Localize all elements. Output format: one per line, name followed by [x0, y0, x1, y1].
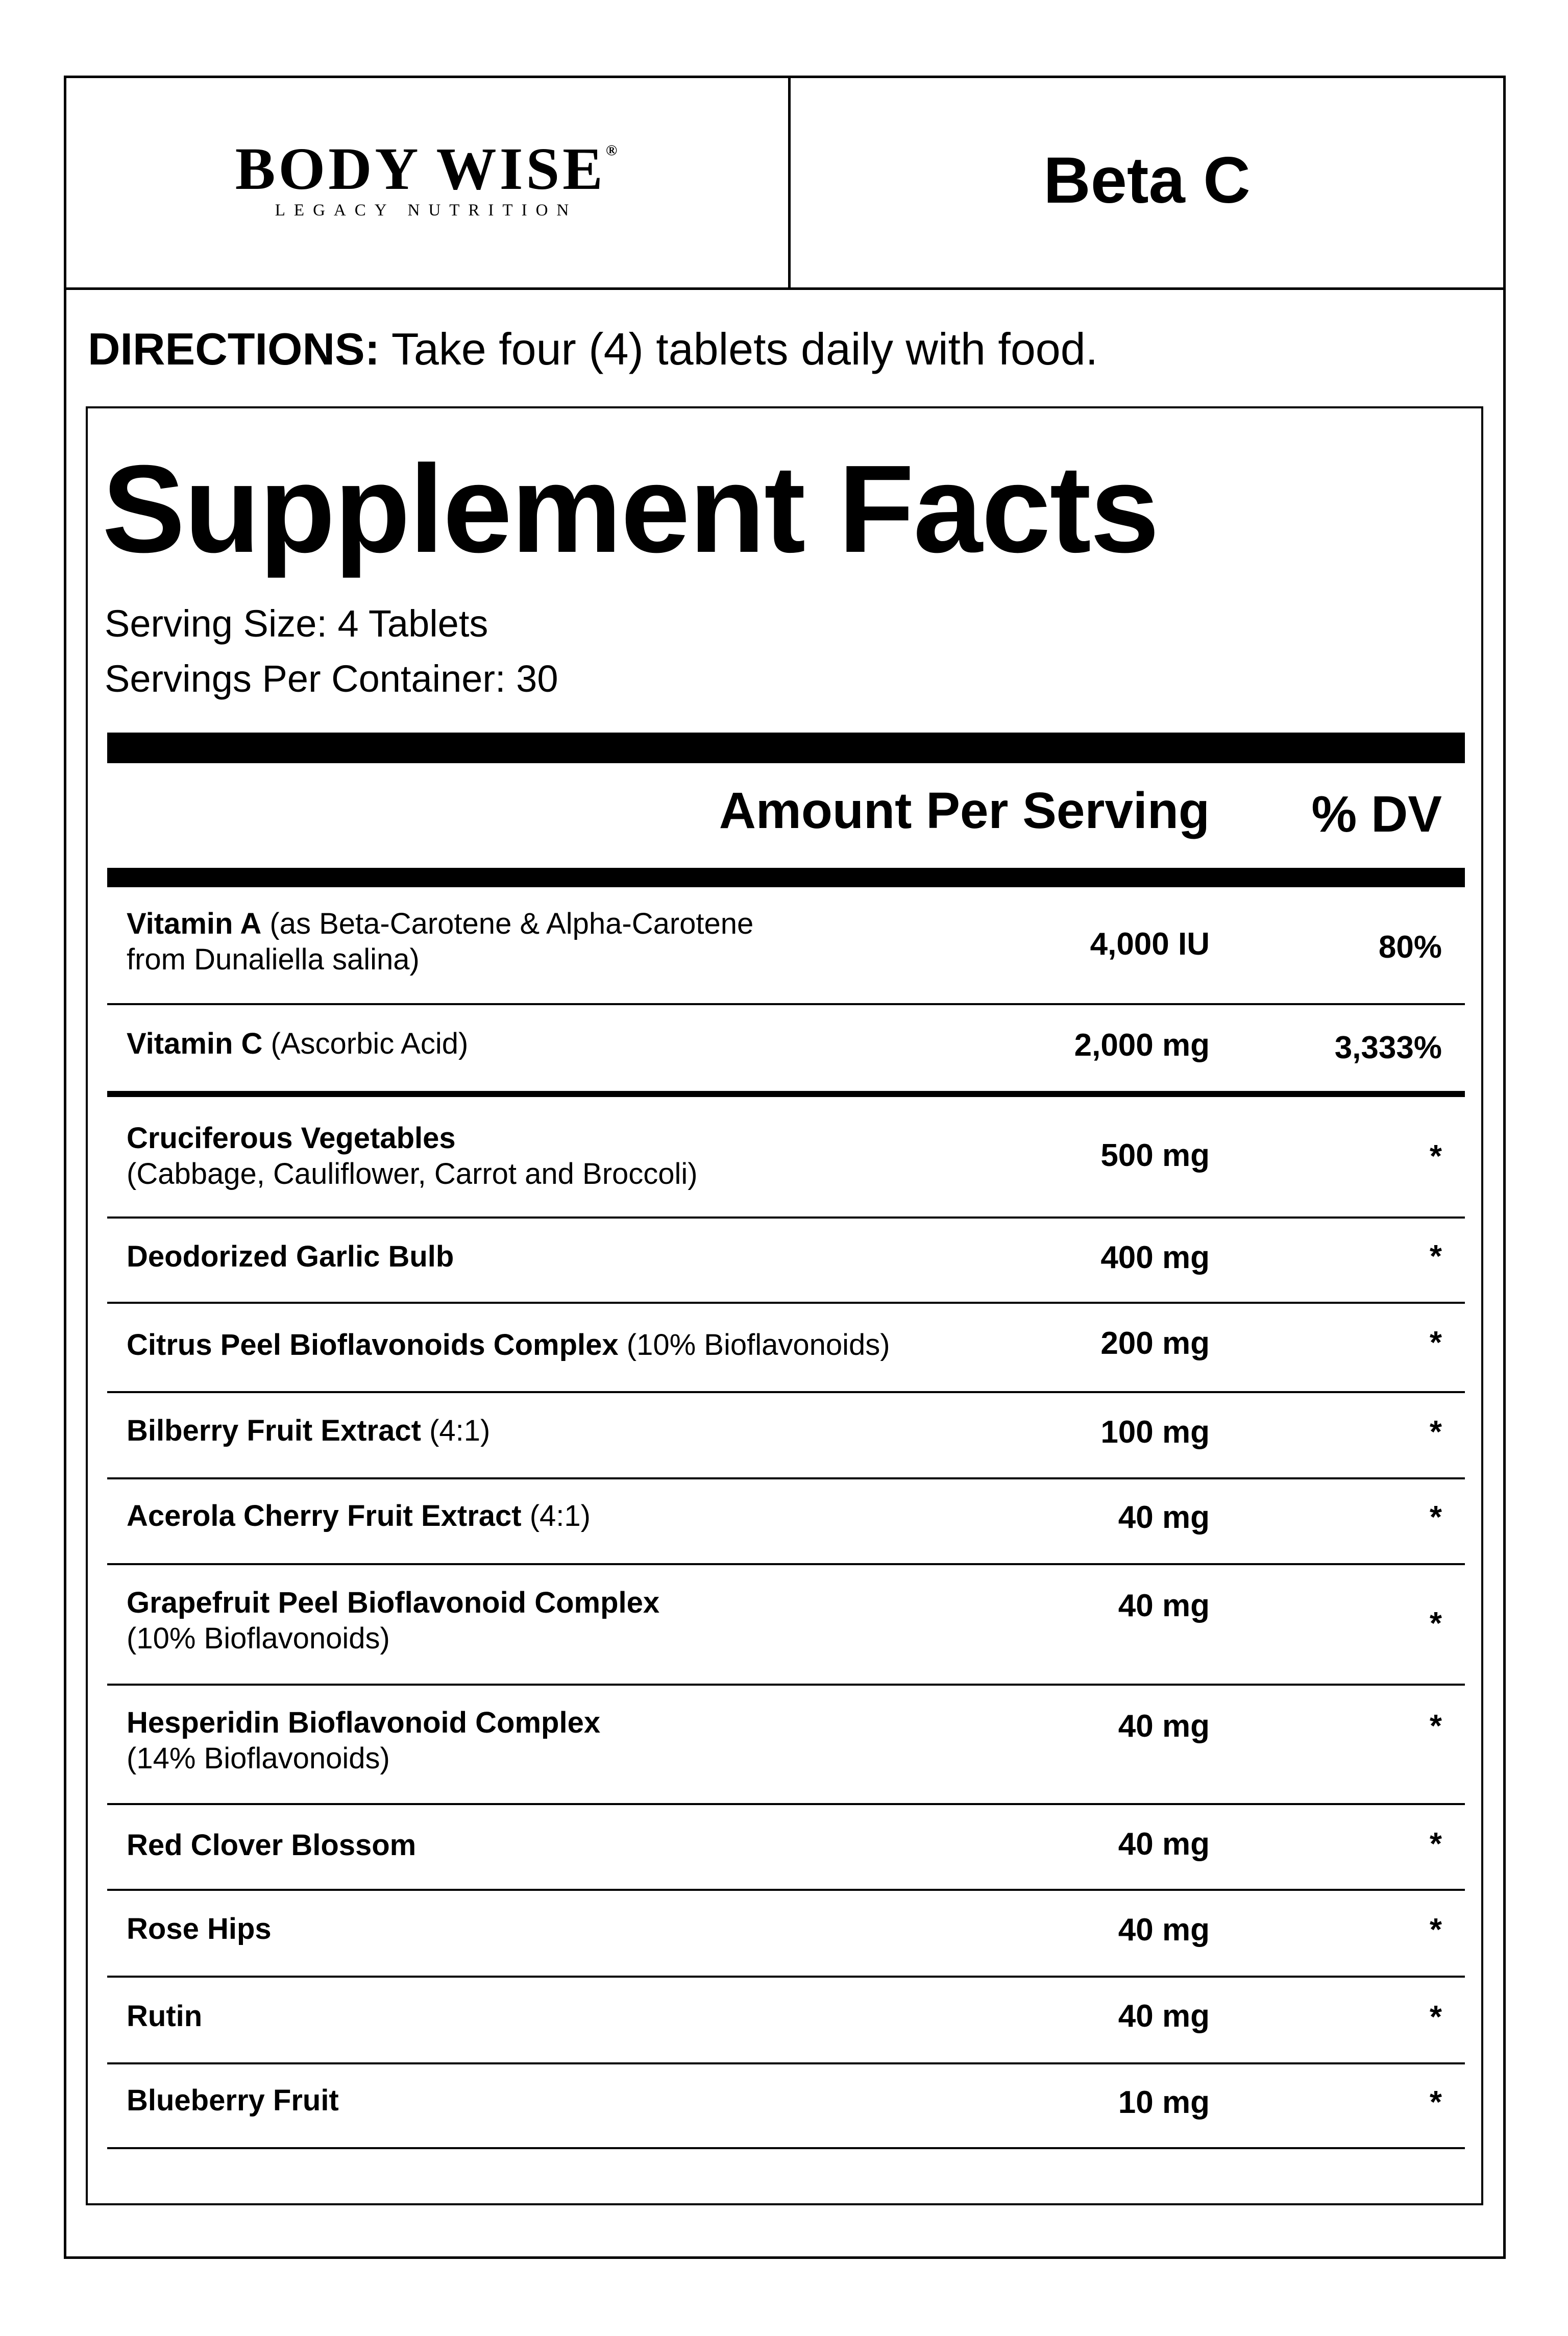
ingredient-name — [127, 1498, 591, 1534]
ingredient-name-bold: Rutin — [127, 2000, 203, 2033]
ingredient-detail: (4:1) — [521, 1499, 591, 1532]
row-divider — [107, 1302, 1465, 1304]
dv-header: % DV — [1311, 786, 1442, 843]
servings-per-container: Servings Per Container: 30 — [105, 658, 558, 700]
serving-size: Serving Size: 4 Tablets — [105, 602, 488, 645]
ingredient-dv: * — [1429, 1139, 1442, 1174]
ingredient-name — [127, 1828, 416, 1863]
ingredient-amount: 200 mg — [1100, 1326, 1210, 1361]
ingredient-detail-line2: (10% Bioflavonoids) — [127, 1622, 390, 1655]
row-divider — [107, 1391, 1465, 1393]
ingredient-amount: 500 mg — [1100, 1138, 1210, 1173]
ingredient-name-bold: Blueberry Fruit — [127, 2084, 339, 2117]
ingredient-dv: * — [1429, 1827, 1442, 1862]
ingredient-name-bold: Bilberry Fruit Extract — [127, 1414, 421, 1447]
ingredient-name — [127, 1911, 272, 1947]
ingredient-name — [127, 1999, 202, 2034]
row-divider — [107, 1003, 1465, 1005]
facts-title: Supplement Facts — [102, 439, 1159, 578]
ingredient-detail: (10% Bioflavonoids) — [618, 1328, 890, 1361]
ingredient-name-bold: Grapefruit Peel Bioflavonoid Complex — [127, 1586, 660, 1619]
row-divider — [107, 1477, 1465, 1479]
ingredient-detail: (4:1) — [421, 1414, 491, 1447]
ingredient-detail-line2: (Cabbage, Cauliflower, Carrot and Broccoli) — [127, 1157, 698, 1190]
ingredient-name — [127, 906, 753, 978]
ingredient-dv: * — [1429, 1912, 1442, 1948]
ingredient-amount: 4,000 IU — [1090, 927, 1210, 962]
ingredient-name-bold: Vitamin A — [127, 907, 262, 940]
vitamins-divider — [107, 1091, 1465, 1097]
ingredient-dv: 3,333% — [1334, 1030, 1442, 1065]
ingredient-amount: 400 mg — [1100, 1240, 1210, 1275]
amount-per-serving-header: Amount Per Serving — [719, 782, 1210, 839]
ingredient-dv: * — [1429, 1606, 1442, 1641]
header-divider — [64, 287, 1506, 290]
ingredient-amount: 40 mg — [1118, 1827, 1210, 1862]
directions-label: DIRECTIONS: — [88, 324, 380, 374]
ingredient-name-bold: Vitamin C — [127, 1027, 263, 1060]
row-divider — [107, 1889, 1465, 1891]
row-divider — [107, 1684, 1465, 1686]
product-name: Beta C — [1043, 144, 1251, 217]
ingredient-amount: 100 mg — [1100, 1415, 1210, 1450]
ingredient-name — [127, 1121, 698, 1192]
ingredient-amount: 40 mg — [1118, 1912, 1210, 1948]
ingredient-detail-line2: from Dunaliella salina) — [127, 943, 420, 976]
ingredient-dv: * — [1429, 1500, 1442, 1535]
registered-mark: ® — [605, 142, 618, 159]
ingredient-name — [127, 2083, 339, 2119]
ingredient-name-bold: Rose Hips — [127, 1912, 272, 1945]
brand-logo — [66, 135, 786, 202]
row-divider — [107, 1563, 1465, 1565]
ingredient-name — [127, 1026, 468, 1062]
facts-header-bar — [107, 868, 1465, 887]
facts-top-bar — [107, 733, 1465, 763]
ingredient-dv: 80% — [1378, 930, 1442, 965]
directions-text: Take four (4) tablets daily with food. — [380, 324, 1098, 374]
ingredient-detail: (Ascorbic Acid) — [262, 1027, 469, 1060]
ingredient-amount: 10 mg — [1118, 2085, 1210, 2120]
brand-tagline: LEGACY NUTRITION — [275, 201, 578, 220]
ingredient-detail-line2: (14% Bioflavonoids) — [127, 1742, 390, 1775]
ingredient-name-bold: Red Clover Blossom — [127, 1829, 416, 1862]
directions — [88, 324, 1098, 374]
ingredient-amount: 40 mg — [1118, 1500, 1210, 1535]
ingredient-dv: * — [1429, 2000, 1442, 2035]
brand-name: BODY WISE — [235, 135, 606, 202]
ingredient-name-bold: Citrus Peel Bioflavonoids Complex — [127, 1328, 619, 1361]
ingredient-dv: * — [1429, 1325, 1442, 1360]
row-divider — [107, 1216, 1465, 1219]
ingredient-name — [127, 1705, 600, 1777]
ingredient-amount: 2,000 mg — [1074, 1028, 1210, 1063]
ingredient-detail: (as Beta-Carotene & Alpha-Carotene — [261, 907, 754, 940]
ingredient-dv: * — [1429, 1239, 1442, 1274]
ingredient-name — [127, 1413, 490, 1449]
ingredient-amount: 40 mg — [1118, 1709, 1210, 1744]
row-divider — [107, 1803, 1465, 1805]
row-divider — [107, 1976, 1465, 1978]
ingredient-name-bold: Hesperidin Bioflavonoid Complex — [127, 1706, 601, 1739]
ingredient-dv: * — [1429, 2085, 1442, 2120]
row-divider — [107, 2062, 1465, 2064]
ingredient-amount: 40 mg — [1118, 1999, 1210, 2034]
ingredient-name-bold: Cruciferous Vegetables — [127, 1122, 456, 1155]
ingredient-amount: 40 mg — [1118, 1588, 1210, 1623]
ingredient-dv: * — [1429, 1415, 1442, 1450]
ingredient-dv: * — [1429, 1709, 1442, 1744]
ingredient-name-bold: Deodorized Garlic Bulb — [127, 1240, 454, 1273]
ingredient-name-bold: Acerola Cherry Fruit Extract — [127, 1499, 522, 1532]
ingredient-name — [127, 1585, 659, 1657]
ingredient-name — [127, 1239, 454, 1275]
row-divider — [107, 2147, 1465, 2149]
